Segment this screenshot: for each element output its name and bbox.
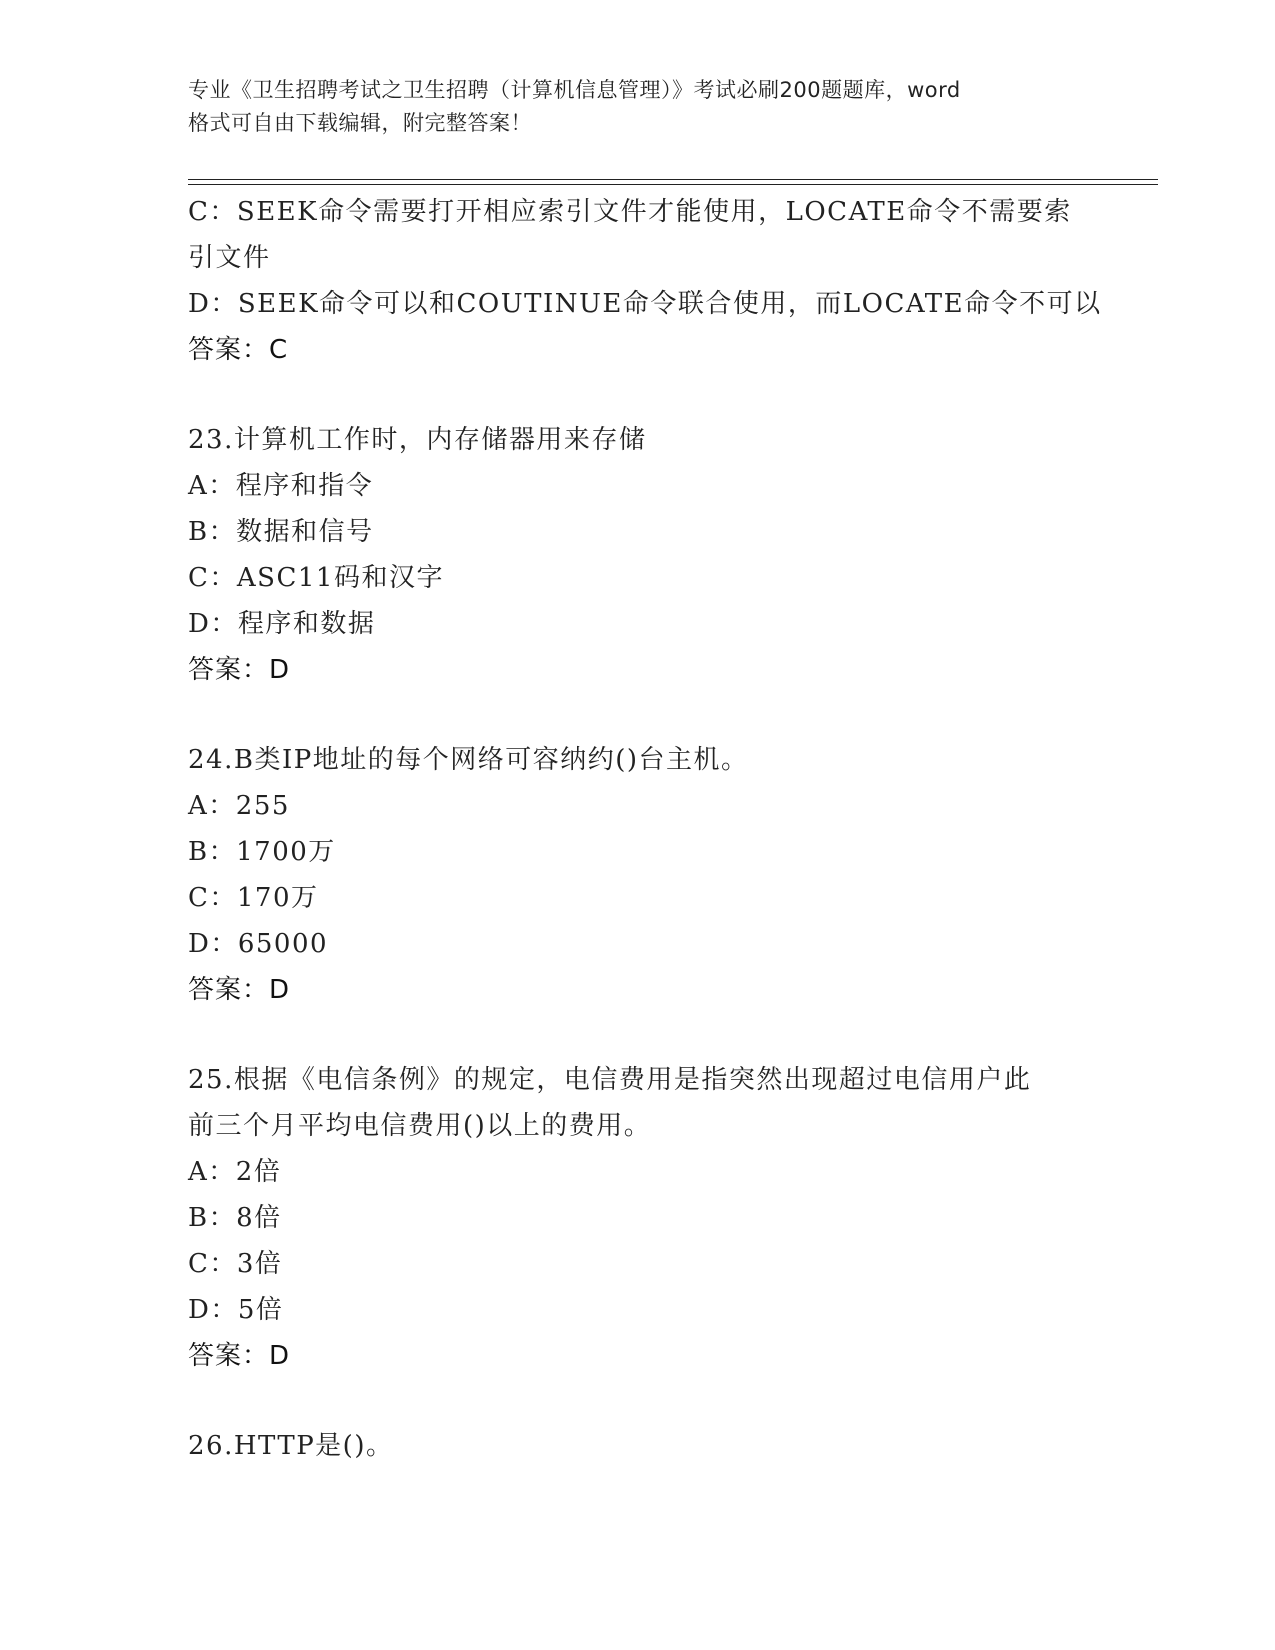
option-d: D：65000 [188,929,329,959]
question-stem-line-2: 前三个月平均电信费用()以上的费用。 [188,1111,652,1141]
option-a: A：程序和指令 [188,471,374,501]
option-a: A：2倍 [188,1157,282,1187]
option-d: D：SEEK命令可以和COUTINUE命令联合使用，而LOCATE命令不可以 [188,289,1102,319]
option-b: B：1700万 [188,837,336,867]
option-c-line-1: C：SEEK命令需要打开相应索引文件才能使用，LOCATE命令不需要索 [188,197,1072,227]
question-25 [188,1057,1088,1379]
option-c-line-2: 引文件 [188,243,271,273]
option-c: C：3倍 [188,1249,283,1279]
question-24 [188,737,1088,1013]
answer: 答案：D [188,1341,291,1371]
answer: 答案：D [188,975,291,1005]
header-line-1: 专业《卫生招聘考试之卫生招聘（计算机信息管理）》考试必刷200题题库，word [188,78,961,102]
option-b: B：数据和信号 [188,517,374,547]
document-header [188,74,1088,140]
question-stem: 24.B类IP地址的每个网络可容纳约()台主机。 [188,745,749,775]
question-22-continued [188,189,1102,373]
question-stem-line-1: 25.根据《电信条例》的规定，电信费用是指突然出现超过电信用户此 [188,1065,1032,1095]
question-stem: 26.HTTP是()。 [188,1431,394,1461]
option-c: C：ASC11码和汉字 [188,563,444,593]
answer: 答案：C [188,335,289,365]
question-stem: 23.计算机工作时，内存储器用来存储 [188,425,647,455]
header-divider-bottom [188,184,1158,185]
header-line-2: 格式可自由下载编辑，附完整答案！ [188,111,532,135]
answer: 答案：D [188,655,291,685]
option-b: B：8倍 [188,1203,282,1233]
option-a: A：255 [188,791,290,821]
question-list [188,189,1102,1469]
header-divider-top [188,179,1158,180]
question-26 [188,1423,1088,1469]
option-d: D：5倍 [188,1295,284,1325]
question-23 [188,417,1088,693]
option-d: D：程序和数据 [188,609,376,639]
option-c: C：170万 [188,883,319,913]
